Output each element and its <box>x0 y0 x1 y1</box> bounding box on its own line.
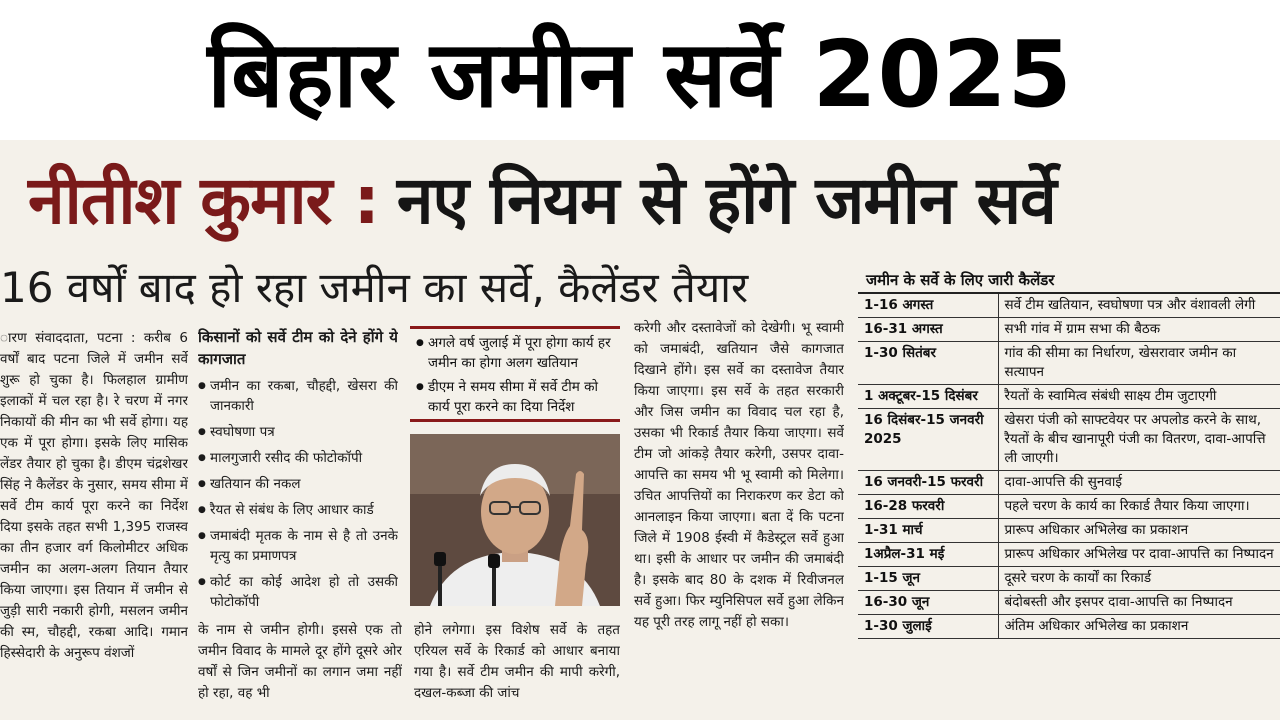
date-cell: 1-15 जून <box>858 567 998 591</box>
portrait-illustration <box>410 434 620 606</box>
date-cell: 16 जनवरी-15 फरवरी <box>858 471 998 495</box>
article-text: करेगी और दस्तावेजों को देखेगी। भू स्वामी को जमाबंदी, खतियान जैसे कागजात दिखाने होंगे। इस सर्वे का दस्तावेज तैयार किया जाएगा। इस सर्वे के तहत सरकारी और जिस जमीन का विवाद चल रहा है, उसका भी रिकार्ड तैयार किया जाएगा। सर्वे टीम जो आंकड़े तैयार करेगी, उसपर दावा-आपत्ति का समय भी भू स्वामी को मिलेगा। उचित आपत्तियों का निराकरण कर डेटा को आनलाइन किया जाएगा। बता दें कि पटना जिले में 1908 ईस्वी में कैडेस्ट्रल सर्वे हुआ था। इसी के आधार पर जमीन की जमाबंदी है। इसके बाद 80 के दशक में रिवीजनल सर्वे हुआ। फिर म्युनिसिपल सर्वे हुआ लेकिन यह पूरी तरह लागू नहीं हो सका। <box>634 320 844 630</box>
table-row <box>858 567 1280 591</box>
list-item: ● मालगुजारी रसीद की फोटोकॉपी <box>198 448 398 468</box>
date-cell: 1-30 सितंबर <box>858 342 998 385</box>
task-cell: अंतिम अधिकार अभिलेख का प्रकाशन <box>998 615 1280 639</box>
article-text: होने लगेगा। इस विशेष सर्वे के तहत एरियल सर्वे के रिकार्ड को आधार बनाया गया है। सर्वे टीम जमीन की मापी करेगी, दखल-कब्जा की जांच <box>414 622 620 701</box>
task-cell: पहले चरण के कार्य का रिकार्ड तैयार किया जाएगा। <box>998 495 1280 519</box>
highlight-item: ● डीएम ने समय सीमा में सर्वे टीम को कार्य पूरा करने का दिया निर्देश <box>416 377 614 417</box>
article-column-1 <box>0 328 188 718</box>
article-text: ारण संवाददाता, पटना : करीब 6 वर्षों बाद पटना जिले में जमीन सर्वे शुरू हो चुका है। फिलहाल ग्रामीण इलाकों में चल रहा है। रे चरण में नगर निकायों की मीन का भी सर्वे होगा। यह एक में पूरा होगा। इसके लिए मासिक लेंडर तैयार हो चुका है। डीएम चंद्रशेखर सिंह ने कैलेंडर के नुसार, समय सीमा में सर्वे टीम कार्य पूरा करने का निर्देश दिया इसके तहत सभी 1,395 राजस्व का तीन हजार वर्ग किलोमीटर अधिक जमीन का अलग-अलग तियान तैयार किया जाएगा। इस तियान में जमीन से जुड़ी सारी नकारी होगी, मसलन जमीन की स्म, चौहद्दी, रकबा आदि। गमान हिस्सेदारी के अनुरूप वंशजों <box>0 330 188 661</box>
task-cell: रैयतों के स्वामित्व संबंधी साक्ष्य टीम जुटाएगी <box>998 385 1280 409</box>
table-row <box>858 615 1280 639</box>
list-item: ● स्वघोषणा पत्र <box>198 422 398 442</box>
date-cell: 1अप्रैल-31 मई <box>858 543 998 567</box>
article-column-4 <box>634 318 844 718</box>
calendar-table <box>858 294 1280 639</box>
date-cell: 1-16 अगस्त <box>858 294 998 318</box>
documents-box <box>198 326 398 616</box>
table-row <box>858 495 1280 519</box>
task-cell: प्रारूप अधिकार अभिलेख पर दावा-आपत्ति का निष्पादन <box>998 543 1280 567</box>
table-row <box>858 409 1280 471</box>
date-cell: 16-30 जून <box>858 591 998 615</box>
date-cell: 1-31 मार्च <box>858 519 998 543</box>
documents-list <box>198 376 398 612</box>
banner-title: बिहार जमीन सर्वे 2025 <box>207 20 1073 128</box>
table-row <box>858 591 1280 615</box>
documents-heading: किसानों को सर्वे टीम को देने होंगे ये कागजात <box>198 328 398 368</box>
highlight-item: ● अगले वर्ष जुलाई में पूरा होगा कार्य हर जमीन का होगा अलग खतियान <box>416 333 614 373</box>
headline-name: नीतीश कुमार : <box>28 162 379 239</box>
calendar-title: जमीन के सर्वे के लिए जारी कैलेंडर <box>858 268 1280 294</box>
article-bottom-1 <box>198 620 402 718</box>
article-bottom-2 <box>414 620 620 718</box>
table-row <box>858 543 1280 567</box>
task-cell: खेसरा पंजी को साफ्टवेयर पर अपलोड करने के साथ, रैयतों के बीच खानापूरी पंजी का वितरण, दावा-आपत्ति ली जाएगी। <box>998 409 1280 471</box>
date-cell: 1 अक्टूबर-15 दिसंबर <box>858 385 998 409</box>
politician-photo <box>410 434 620 606</box>
task-cell: प्रारूप अधिकार अभिलेख का प्रकाशन <box>998 519 1280 543</box>
article-text: के नाम से जमीन होगी। इससे एक तो जमीन विवाद के मामले दूर होंगे दूसरे ओर वर्षों से जिन जमीनों का लगान जमा नहीं हो रहा, वह भी <box>198 622 402 701</box>
task-cell: सर्वे टीम खतियान, स्वघोषणा पत्र और वंशावली लेगी <box>998 294 1280 318</box>
main-headline <box>28 148 1268 248</box>
date-cell: 1-30 जुलाई <box>858 615 998 639</box>
task-cell: दावा-आपत्ति की सुनवाई <box>998 471 1280 495</box>
page-banner <box>0 0 1280 140</box>
list-item: ● खतियान की नकल <box>198 474 398 494</box>
table-row <box>858 342 1280 385</box>
newspaper-clipping <box>0 140 1280 720</box>
sub-headline: 16 वर्षों बाद हो रहा जमीन का सर्वे, कैलेंडर तैयार <box>0 263 749 312</box>
list-item: ● कोर्ट का कोई आदेश हो तो उसकी फोटोकॉपी <box>198 572 398 612</box>
list-item: ● जमीन का रकबा, चौहद्दी, खेसरा की जानकारी <box>198 376 398 416</box>
table-row <box>858 471 1280 495</box>
date-cell: 16-28 फरवरी <box>858 495 998 519</box>
date-cell: 16 दिसंबर-15 जनवरी 2025 <box>858 409 998 471</box>
highlights-box <box>410 326 620 422</box>
table-row <box>858 294 1280 318</box>
table-row <box>858 318 1280 342</box>
survey-calendar <box>858 268 1280 698</box>
table-row <box>858 519 1280 543</box>
task-cell: सभी गांव में ग्राम सभा की बैठक <box>998 318 1280 342</box>
task-cell: दूसरे चरण के कार्यों का रिकार्ड <box>998 567 1280 591</box>
list-item: ● जमाबंदी मृतक के नाम से है तो उनके मृत्यु का प्रमाणपत्र <box>198 526 398 566</box>
list-item: ● रैयत से संबंध के लिए आधार कार्ड <box>198 500 398 520</box>
table-row <box>858 385 1280 409</box>
task-cell: गांव की सीमा का निर्धारण, खेसरावार जमीन का सत्यापन <box>998 342 1280 385</box>
date-cell: 16-31 अगस्त <box>858 318 998 342</box>
headline-text: नए नियम से होंगे जमीन सर्वे <box>396 162 1056 239</box>
task-cell: बंदोबस्ती और इसपर दावा-आपत्ति का निष्पादन <box>998 591 1280 615</box>
